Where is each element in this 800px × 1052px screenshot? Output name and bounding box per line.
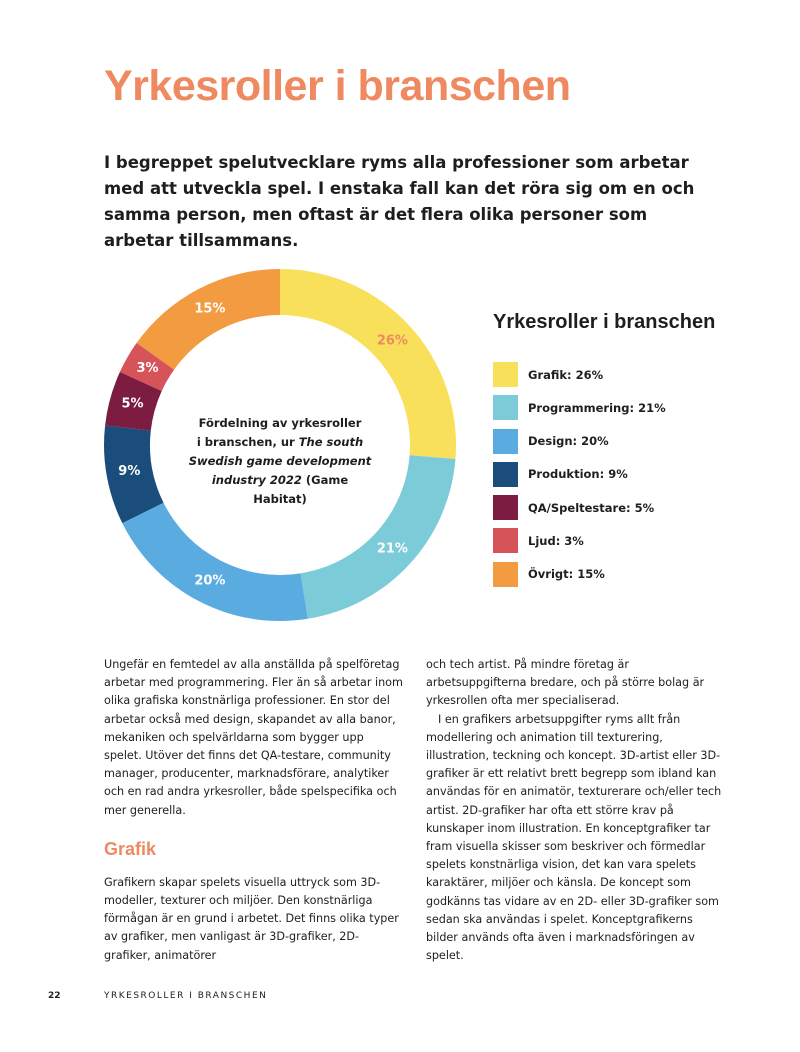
legend-label: Ljud: 3% [528, 533, 584, 548]
body-paragraph: I en grafikers arbetsuppgifter ryms allt från modellering och animation till texturering, illustration, teckning och koncept. 3D-artist eller 3D-grafiker är ett relativt brett begrepp som ibland kan användas för en animatör, texturerare och/eller tech artist. 2D-grafiker har ofta ett större krav på kunskaper inom illustration. En konceptgrafiker tar fram visuella skisser som beskriver och förmedlar spelets konstnärliga vision, det kan vara spelets karaktärer, miljöer och känsla. De koncept som godkänns tas vidare av en 2D- eller 3D-grafiker som sedan ska användas i spelet. Konceptgrafikerns bilder används ofta även i marknadsföringen av spelet. [426, 712, 722, 963]
legend-swatch [493, 362, 518, 387]
section-heading-grafik: Grafik [104, 838, 157, 859]
body-column-right [426, 656, 726, 965]
legend-swatch [493, 562, 518, 587]
running-head: YRKESROLLER I BRANSCHEN [104, 991, 268, 1001]
data-label: 15% [194, 301, 226, 317]
caption-source-title-3: industry 2022 [211, 473, 302, 487]
caption-source-title-2: Swedish game development [188, 454, 372, 468]
body-paragraph: och tech artist. På mindre företag är arbetsuppgifterna bredare, och på större bolag är yrkesrollen ofta mer specialiserad. [426, 658, 705, 708]
legend-label: QA/Speltestare: 5% [528, 500, 655, 515]
legend-label: Design: 20% [528, 434, 609, 449]
page-number: 22 [48, 991, 61, 1001]
legend-item [493, 562, 666, 587]
legend-item [493, 462, 666, 487]
legend-label: Grafik: 26% [528, 367, 604, 382]
legend-label: Övrigt: 15% [528, 567, 605, 582]
data-label: 26% [376, 333, 408, 349]
data-label: 3% [136, 361, 159, 376]
legend-label: Produktion: 9% [528, 467, 628, 482]
legend-swatch [493, 429, 518, 454]
caption-line-1: Fördelning av yrkesroller [198, 416, 362, 430]
data-label: 21% [376, 541, 408, 557]
body-paragraph: Grafikern skapar spelets visuella uttryck som 3D-modeller, texturer och miljöer. Den konstnärliga förmågan är en grund i arbetet. Det finns olika typer av grafiker, men vanligast är 3D-grafiker, 2D-grafiker, animatörer [104, 875, 399, 962]
legend-item [493, 495, 666, 520]
legend-swatch [493, 495, 518, 520]
lead-paragraph: I begreppet spelutvecklare ryms alla professioner som arbetar med att utveckla spel. I enstaka fall kan det röra sig om en och samma person, men oftast är det flera olika personer som arbetar tillsammans. [104, 153, 695, 250]
caption-source-title-1: The south [298, 435, 364, 449]
legend-swatch [493, 462, 518, 487]
legend-item [493, 362, 666, 387]
donut-slice--vrigt [137, 269, 280, 370]
data-label: 5% [121, 396, 144, 412]
legend-item [493, 528, 666, 553]
legend-item [493, 429, 666, 454]
caption-source-publisher: (Game Habitat) [253, 473, 349, 506]
body-column-left [104, 656, 404, 965]
data-label: 9% [118, 464, 141, 480]
legend-label: Programmering: 21% [528, 400, 666, 415]
page-title: Yrkesroller i branschen [104, 62, 571, 110]
data-label: 20% [194, 573, 226, 589]
chart-legend [493, 362, 666, 595]
caption-line-2: i branschen, ur [196, 435, 299, 449]
legend-swatch [493, 395, 518, 420]
legend-item [493, 395, 666, 420]
donut-slice-design [122, 503, 308, 621]
chart-caption [186, 414, 374, 509]
page-footer [48, 991, 268, 1001]
legend-title: Yrkesroller i branschen [493, 311, 716, 333]
legend-swatch [493, 528, 518, 553]
body-paragraph: Ungefär en femtedel av alla anställda på spelföretag arbetar med programmering. Fler än så arbetar inom olika grafiska konstnärliga professioner. En stor del arbetar också med design, skapandet av alla banor, mekaniken och spelvärldarna som bygger upp spelet. Utöver det finns det QA-testare, community manager, producenter, marknadsförare, analytiker och en rad andra yrkesroller, både spelspecifika och mer generella. [104, 658, 403, 817]
